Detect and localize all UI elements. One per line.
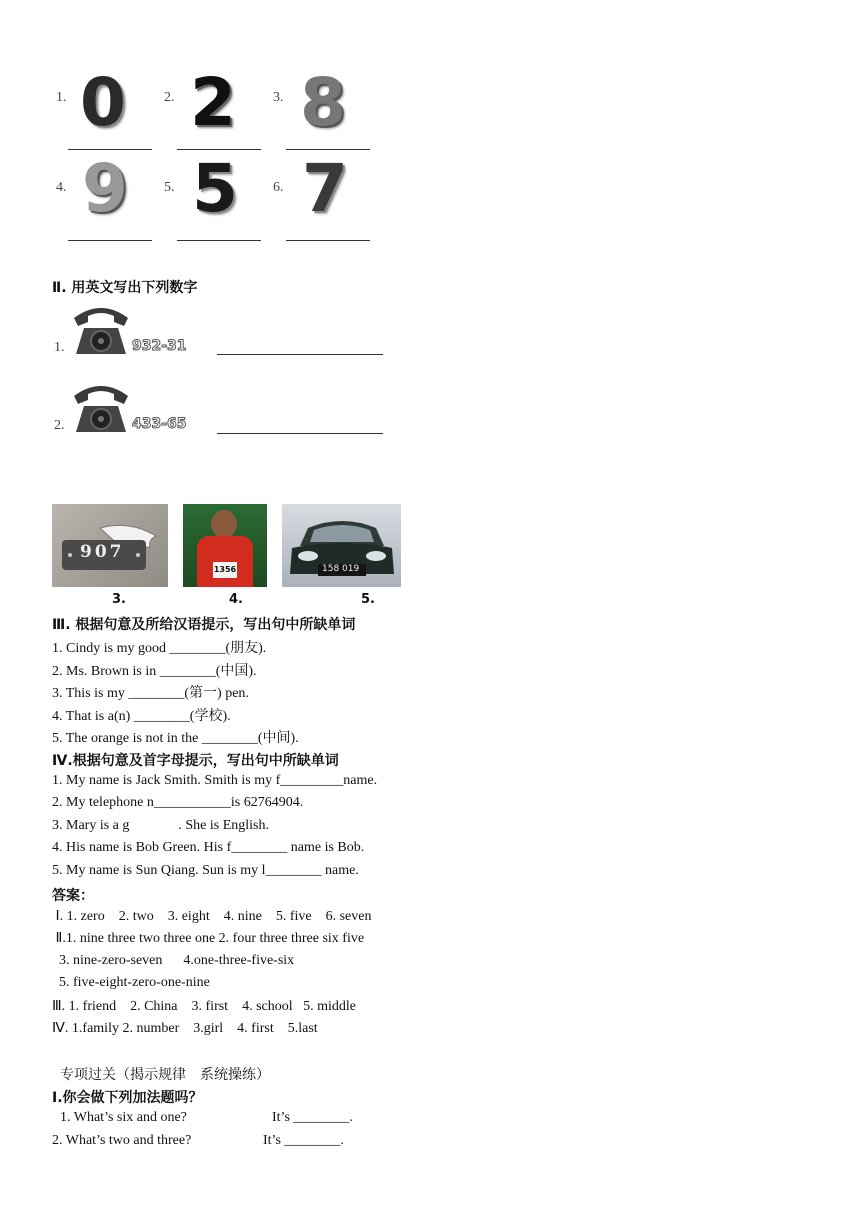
athlete-photo <box>183 504 267 587</box>
car-photo <box>282 504 401 587</box>
digit-item-label: 2. <box>164 90 175 105</box>
answers-heading: 答案： <box>52 888 94 904</box>
room-number: 907 <box>80 542 125 562</box>
answer-text: It’s ________. <box>272 1110 353 1125</box>
digit-image: 0 <box>80 64 126 141</box>
exercise-line: 5. My name is Sun Qiang. Sun is my l________ name. <box>52 863 359 878</box>
digit-image: 9 <box>82 150 128 227</box>
answer-text: It’s ________. <box>263 1133 344 1148</box>
answer-blank[interactable] <box>217 354 383 355</box>
exercise-line: 3. This is my ________(第一) pen. <box>52 686 249 701</box>
answer-blank[interactable] <box>177 240 261 241</box>
answer-line: 5. five-eight-zero-one-nine <box>52 975 210 990</box>
bib-number: 1356 <box>213 562 237 578</box>
digit-item-label: 1. <box>56 90 67 105</box>
telephone-icon <box>68 300 134 358</box>
photo-caption: 5. <box>361 592 375 607</box>
exercise-line: 4. His name is Bob Green. His f________ name is Bob. <box>52 840 365 855</box>
digit-item-label: 3. <box>273 90 284 105</box>
exercise-line: 4. That is a(n) ________(学校). <box>52 709 231 724</box>
exercise-line: 3. Mary is a g . She is English. <box>52 818 269 833</box>
special-title: 专项过关 <box>60 1068 116 1083</box>
telephone-icon <box>68 378 134 436</box>
exercise-line: 2. My telephone n___________is 62764904. <box>52 795 304 810</box>
photo-caption: 4. <box>229 592 243 607</box>
answer-blank[interactable] <box>217 433 383 434</box>
exercise-line: 1. Cindy is my good ________(朋友). <box>52 641 267 656</box>
room-plate-photo <box>52 504 168 587</box>
section-4-heading: Ⅳ.根据句意及首字母提示，写出句中所缺单词 <box>52 753 339 769</box>
license-plate: 158 019 <box>322 564 360 574</box>
question-text: 1. What’s six and one? <box>60 1110 187 1125</box>
exercise-line: 5. The orange is not in the ________(中间). <box>52 731 299 746</box>
answer-line: Ⅳ. 1.family 2. number 3.girl 4. first 5.last <box>52 1021 318 1036</box>
digit-image: 2 <box>190 64 236 141</box>
answer-line: Ⅱ.1. nine three two three one 2. four three three six five <box>52 931 365 946</box>
section-2-heading: Ⅱ. 用英文写出下列数字 <box>52 280 198 296</box>
digit-image: 7 <box>302 150 348 227</box>
special-heading: Ⅰ.你会做下列加法题吗？ <box>52 1090 203 1106</box>
phone-item-label: 1. <box>54 340 65 355</box>
answer-line: Ⅲ. 1. friend 2. China 3. first 4. school 5. middle <box>52 999 357 1014</box>
section-3-heading: Ⅲ. 根据句意及所给汉语提示，写出句中所缺单词 <box>52 617 356 633</box>
athlete-head <box>211 510 237 538</box>
digit-image: 8 <box>300 64 346 141</box>
answer-blank[interactable] <box>68 240 152 241</box>
digit-item-label: 6. <box>273 180 284 195</box>
exercise-line: 1. My name is Jack Smith. Smith is my f_________name. <box>52 773 378 788</box>
answer-line: Ⅰ. 1. zero 2. two 3. eight 4. nine 5. five 6. seven <box>52 909 372 924</box>
photo-caption: 3. <box>112 592 126 607</box>
answer-line: 3. nine-zero-seven 4.one-three-five-six <box>52 953 295 968</box>
question-text: 2. What’s two and three? <box>52 1133 192 1148</box>
digit-item-label: 5. <box>164 180 175 195</box>
special-title-row <box>60 1064 270 1084</box>
phone-item-label: 2. <box>54 418 65 433</box>
phone-number: 433-65 <box>132 416 187 432</box>
special-subtitle: （揭示规律 系统操练） <box>116 1068 270 1083</box>
exercise-line: 2. Ms. Brown is in ________(中国). <box>52 664 257 679</box>
digit-image: 5 <box>192 150 238 227</box>
digit-item-label: 4. <box>56 180 67 195</box>
phone-number: 932-31 <box>132 338 187 354</box>
answer-blank[interactable] <box>286 240 370 241</box>
